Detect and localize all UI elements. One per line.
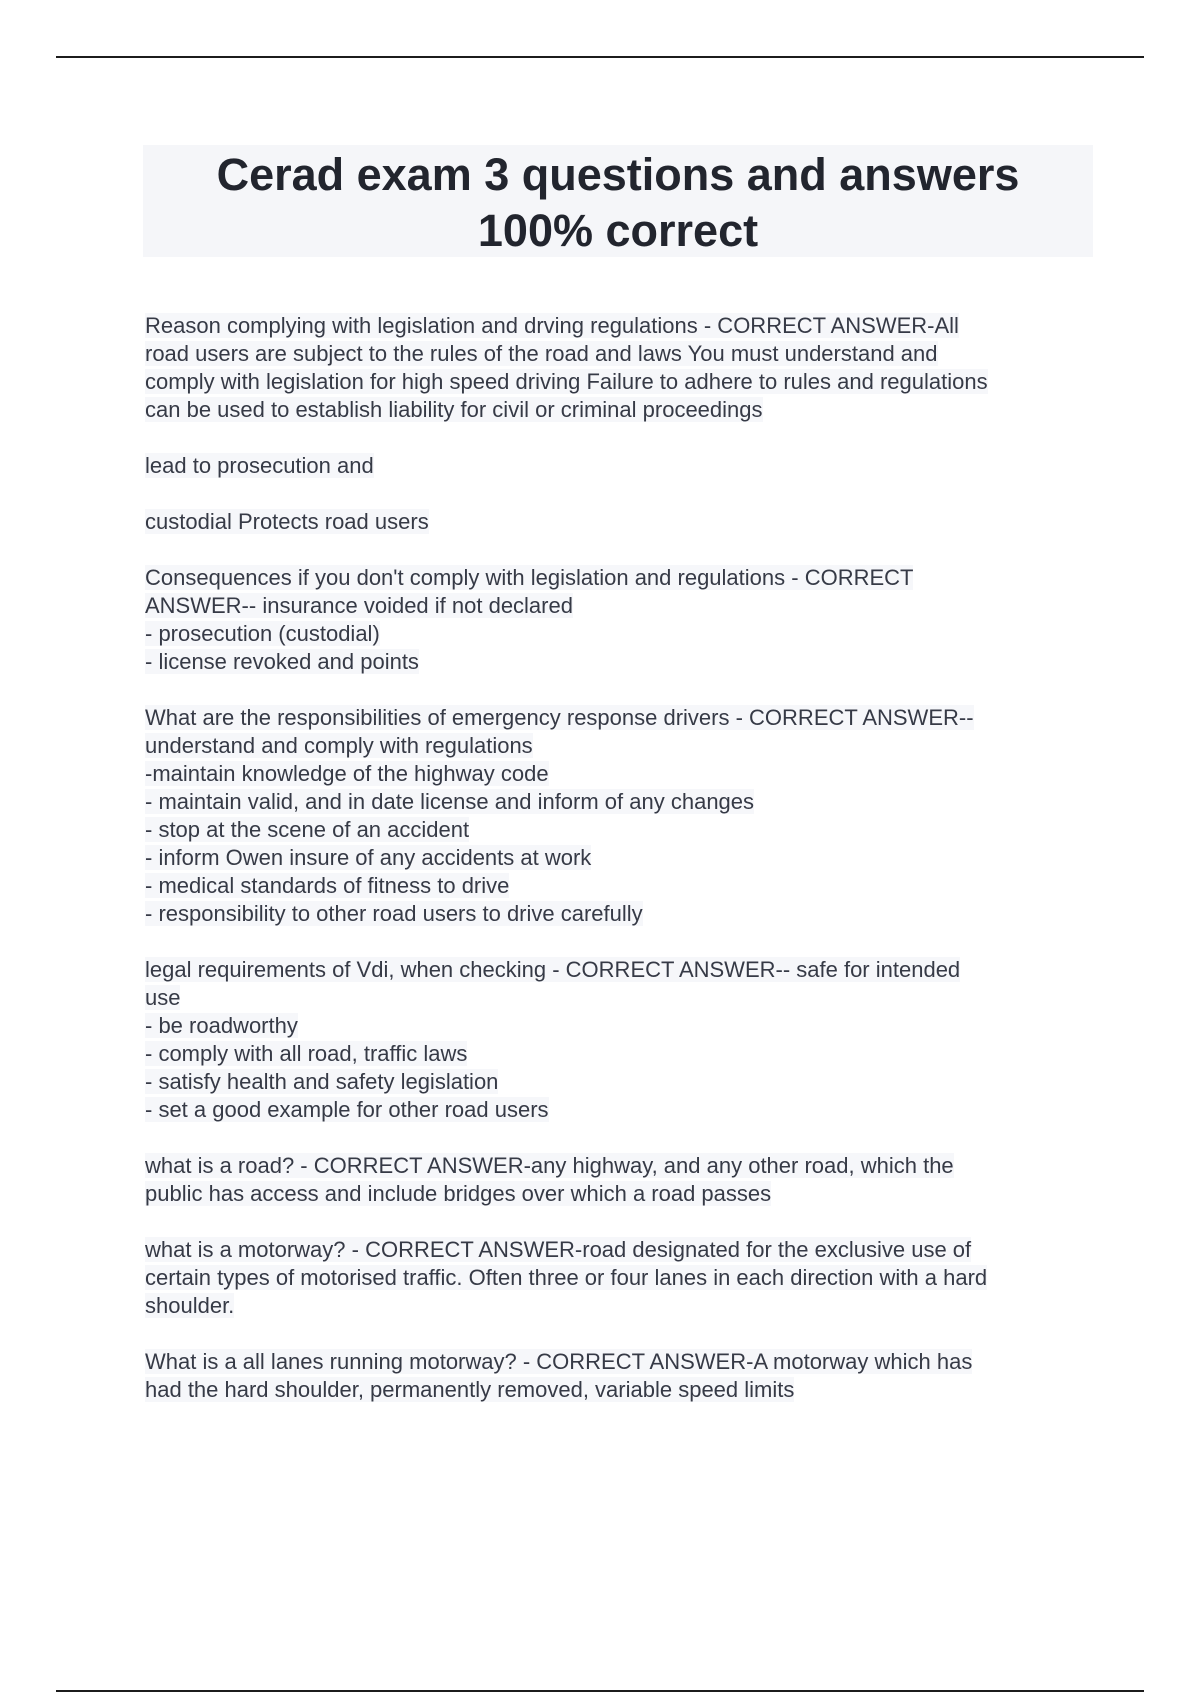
bottom-divider	[56, 1690, 1144, 1692]
text-line: - license revoked and points	[145, 649, 419, 674]
qa-block	[145, 1152, 1085, 1208]
text-line: - stop at the scene of an accident	[145, 817, 470, 842]
text-line: - inform Owen insure of any accidents at work	[145, 845, 592, 870]
text-line: -maintain knowledge of the highway code	[145, 761, 549, 786]
text-line: - set a good example for other road users	[145, 1097, 549, 1122]
page-title	[143, 145, 1093, 259]
text-line: - be roadworthy	[145, 1013, 298, 1038]
top-divider	[56, 56, 1144, 58]
text-line: - satisfy health and safety legislation	[145, 1069, 499, 1094]
text-line: custodial Protects road users	[145, 509, 429, 534]
qa-block	[145, 1348, 1085, 1404]
title-line: 100% correct	[477, 205, 759, 256]
qa-block	[145, 956, 1085, 1124]
text-line: can be used to establish liability for civil or criminal proceedings	[145, 397, 763, 422]
qa-block	[145, 704, 1085, 928]
title-line: Cerad exam 3 questions and answers	[216, 149, 1020, 200]
text-line: Reason complying with legislation and drving regulations - CORRECT ANSWER-All	[145, 313, 959, 338]
qa-block	[145, 312, 1085, 424]
text-line: - maintain valid, and in date license and inform of any changes	[145, 789, 755, 814]
text-line: - responsibility to other road users to drive carefully	[145, 901, 643, 926]
text-line: what is a road? - CORRECT ANSWER-any highway, and any other road, which the	[145, 1153, 954, 1178]
text-line: Consequences if you don't comply with legislation and regulations - CORRECT	[145, 565, 914, 590]
text-line: shoulder.	[145, 1293, 235, 1318]
document-body	[145, 312, 1085, 1432]
text-line: legal requirements of Vdi, when checking - CORRECT ANSWER-- safe for intended	[145, 957, 961, 982]
qa-block	[145, 564, 1085, 676]
text-line: use	[145, 985, 181, 1010]
text-block	[145, 508, 1085, 536]
text-line: public has access and include bridges over which a road passes	[145, 1181, 772, 1206]
text-block	[145, 452, 1085, 480]
text-line: comply with legislation for high speed driving Failure to adhere to rules and regulations	[145, 369, 988, 394]
text-line: road users are subject to the rules of the road and laws You must understand and	[145, 341, 938, 366]
text-line: - comply with all road, traffic laws	[145, 1041, 468, 1066]
text-line: understand and comply with regulations	[145, 733, 533, 758]
qa-block	[145, 1236, 1085, 1320]
text-line: lead to prosecution and	[145, 453, 374, 478]
text-line: - medical standards of fitness to drive	[145, 873, 510, 898]
text-line: what is a motorway? - CORRECT ANSWER-road designated for the exclusive use of	[145, 1237, 972, 1262]
text-line: had the hard shoulder, permanently removed, variable speed limits	[145, 1377, 795, 1402]
text-line: What is a all lanes running motorway? - CORRECT ANSWER-A motorway which has	[145, 1349, 973, 1374]
text-line: What are the responsibilities of emergency response drivers - CORRECT ANSWER--	[145, 705, 974, 730]
title-banner	[143, 145, 1093, 257]
text-line: - prosecution (custodial)	[145, 621, 380, 646]
text-line: certain types of motorised traffic. Often three or four lanes in each direction with a hard	[145, 1265, 988, 1290]
text-line: ANSWER-- insurance voided if not declared	[145, 593, 573, 618]
